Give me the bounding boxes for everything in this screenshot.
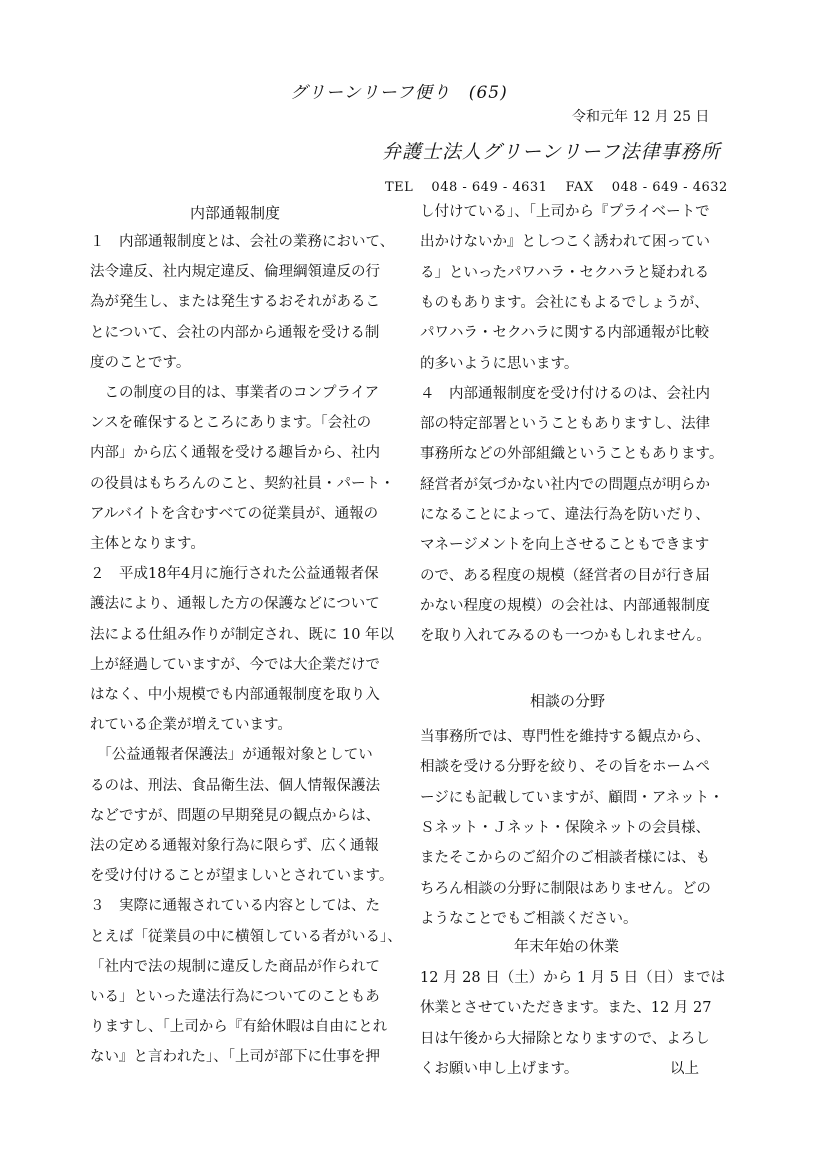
right-column-b-line: またそこからのご紹介のご相談者様には、も: [420, 850, 710, 867]
right-column-a-line: パワハラ・セクハラに関する内部通報が比較: [420, 325, 710, 342]
right-column-c-line: 日は午後から大掃除となりますので、よろし: [420, 1030, 710, 1047]
right-column-a-line: マネージメントを向上させることもできます: [420, 537, 710, 554]
left-column-line: いる」といった違法行為についてのこともあ: [90, 989, 380, 1005]
left-column-line: ない』と言われた」、「上司が部下に仕事を押: [90, 1049, 380, 1066]
left-column-line: れている企業が増えています。: [90, 717, 292, 734]
right-column-b-line: 当事務所では、専門性を維持する観点から、: [420, 729, 710, 745]
left-column-line: りますし、「上司から『有給休暇は自由にとれ: [90, 1019, 388, 1036]
left-column-line: ３ 実際に通報されている内容としては、た: [90, 898, 380, 915]
section-heading-holiday-closure: 年末年始の休業: [514, 937, 620, 955]
section-heading-consultation-fields: 相談の分野: [530, 692, 606, 710]
right-column-b-line: ちろん相談の分野に制限はありません。どの: [420, 880, 711, 897]
left-column-line: の役員はもちろんのこと、契約社員・パート・: [90, 475, 395, 492]
left-column-line: この制度の目的は、事業者のコンプライア: [90, 385, 380, 401]
section-heading-internal-reporting: 内部通報制度: [190, 204, 281, 222]
left-column-line: とについて、会社の内部から通報を受ける制: [90, 324, 380, 341]
right-column-a-line: 部の特定部署ということもありますし、法律: [420, 416, 710, 433]
left-column-line: 法の定める通報対象行為に限らず、広く通報: [90, 838, 379, 854]
right-column-a-line: ので、ある程度の規模（経営者の目が行き届: [420, 567, 710, 584]
left-column-line: とえば「従業員の中に横領している者がいる」、: [90, 928, 402, 945]
closing-text: 以上: [670, 1061, 699, 1077]
right-column-a-line: を取り入れてみるのも一つかもしれません。: [420, 628, 711, 645]
right-column-b-line: ようなことでもご相談ください。: [420, 910, 638, 927]
left-column-line: 主体となります。: [90, 536, 205, 552]
issue-date: 令和元年 12 月 25 日: [572, 109, 710, 125]
right-column-a-line: ４ 内部通報制度を受け付けるのは、会社内: [420, 385, 710, 402]
right-column-b-line: ージにも記載していますが、顧問・アネット・: [420, 789, 724, 806]
left-column-line: を受け付けることが望ましいとされています。: [90, 868, 394, 885]
right-column-a-line: し付けている」、「上司から『プライベートで: [420, 204, 710, 220]
right-column-b-line: Ｓネット・Ｊネット・保険ネットの会員様、: [420, 819, 710, 836]
left-column-line: アルバイトを含むすべての従業員が、通報の: [90, 505, 379, 522]
left-column-line: ２ 平成18年4月に施行された公益通報者保: [90, 566, 379, 583]
right-column-a-line: かない程度の規模）の会社は、内部通報制度: [420, 597, 710, 614]
right-column-c-line: くお願い申し上げます。: [420, 1060, 579, 1077]
firm-name: 弁護士法人グリーンリーフ法律事務所: [382, 141, 721, 163]
left-column-line: 為が発生し、または発生するおそれがあるこ: [90, 294, 380, 311]
right-column-a-line: る」といったパワハラ・セクハラと疑われる: [420, 264, 710, 281]
left-column-line: などですが、問題の早期発見の観点からは、: [90, 807, 380, 824]
left-column-line: 上が経過していますが、今では大企業だけで: [90, 656, 380, 673]
right-column-a-line: になることによって、違法行為を防いだり、: [420, 507, 710, 523]
left-column-line: 法令違反、社内規定違反、倫理綱領違反の行: [90, 264, 380, 281]
left-column-line: 護法により、通報した方の保護などについて: [90, 596, 380, 613]
left-column-line: 内部」から広く通報を受ける趣旨から、社内: [90, 445, 380, 462]
right-column-a-line: 経営者が気づかない社内での問題点が明らか: [420, 476, 710, 493]
left-column-line: 「社内で法の規制に違反した商品が作られて: [90, 958, 380, 975]
left-column-line: 度のことです。: [90, 354, 191, 371]
left-column-line: 「公益通報者保護法」が通報対象としてい: [90, 747, 373, 764]
left-column-line: １ 内部通報制度とは、会社の業務において、: [90, 234, 395, 250]
right-column-a-line: 事務所などの外部組織ということもあります。: [420, 446, 724, 463]
left-column-line: 法による仕組み作りが制定され、既に 10 年以: [90, 626, 395, 643]
right-column-a-line: 出かけないか』としつこく誘われて困ってい: [420, 234, 710, 251]
right-column-c-line: 休業とさせていただきます。また、12 月 27: [420, 1000, 712, 1017]
right-column-c-line: 12 月 28 日（土）から 1 月 5 日（日）までは: [420, 970, 726, 986]
right-column-a-line: 的多いように思います。: [420, 355, 579, 372]
right-column-b-line: 相談を受ける分野を絞り、その旨をホームペ: [420, 759, 710, 776]
left-column-line: るのは、刑法、食品衛生法、個人情報保護法: [90, 777, 380, 794]
contact-info: TEL 048 - 649 - 4631 FAX 048 - 649 - 4632: [385, 180, 728, 195]
series-title: グリーンリーフ便り (65): [290, 83, 508, 103]
left-column-line: ンスを確保するところにあります。「会社の: [90, 415, 372, 432]
left-column-line: はなく、中小規模でも内部通報制度を取り入: [90, 687, 380, 703]
right-column-a-line: ものもあります。会社にもよるでしょうが、: [420, 294, 709, 311]
